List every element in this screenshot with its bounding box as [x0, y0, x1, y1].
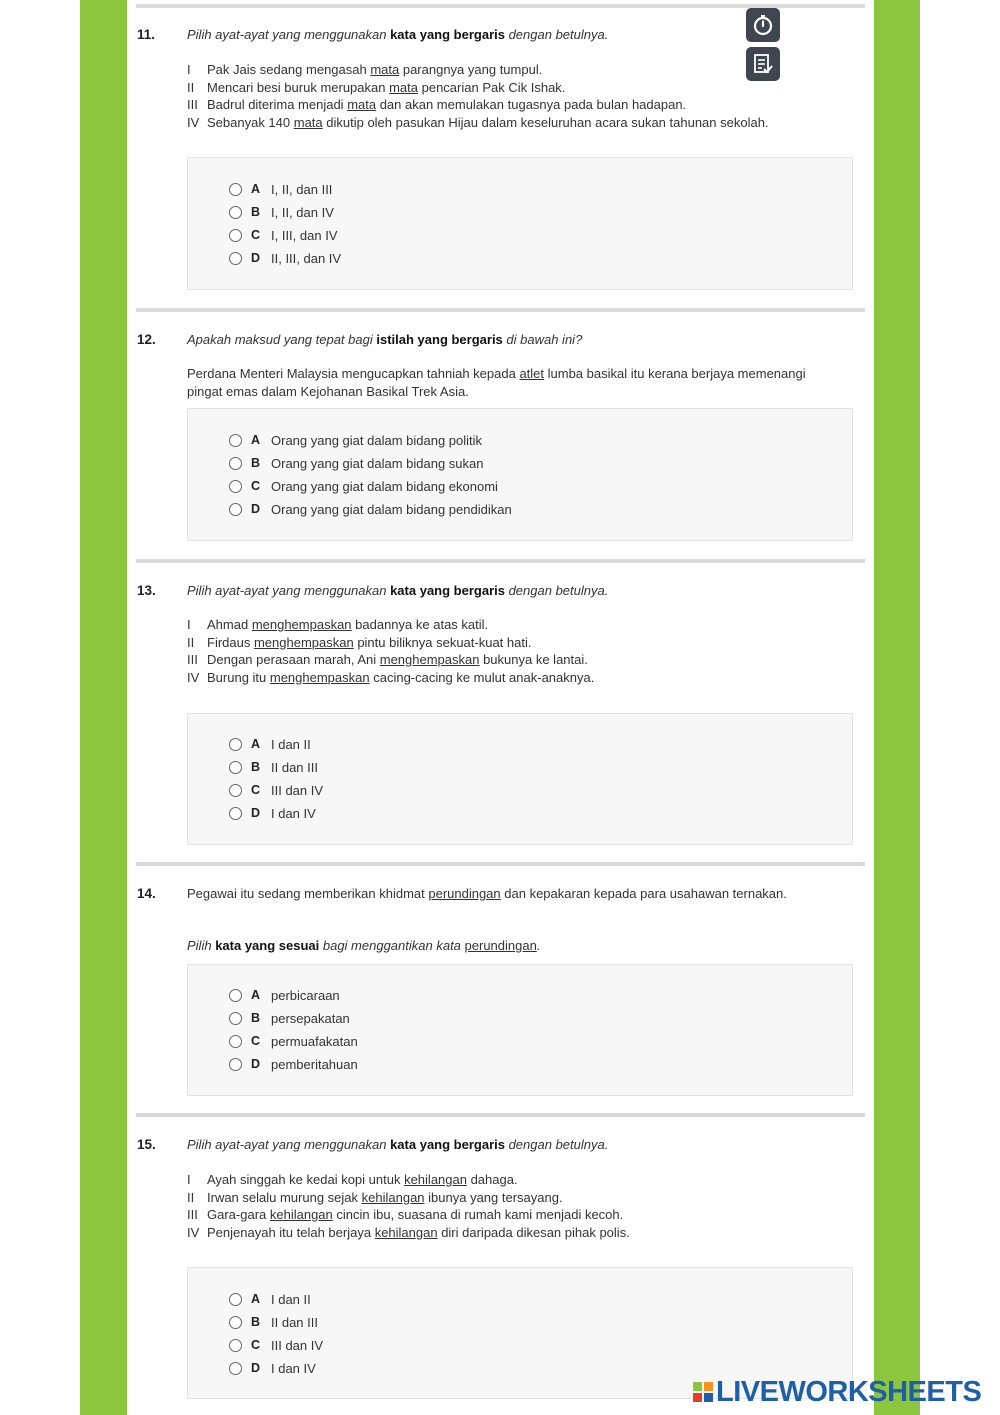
question-prompt: Pilih ayat-ayat yang menggunakan kata yang bergaris dengan betulnya. — [187, 583, 609, 598]
answer-option[interactable]: B persepakatan — [229, 1009, 350, 1027]
statement: III Dengan perasaan marah, Ani menghempaskan bukunya ke lantai. — [187, 652, 588, 667]
radio-button[interactable] — [229, 503, 242, 516]
logo-mark-icon — [692, 1381, 714, 1403]
answer-option[interactable]: B I, II, dan IV — [229, 203, 334, 221]
answer-option[interactable]: C III dan IV — [229, 781, 323, 799]
answer-option[interactable]: D II, III, dan IV — [229, 249, 341, 267]
divider — [136, 1113, 865, 1117]
answer-option[interactable]: D I dan IV — [229, 1359, 316, 1377]
timer-button[interactable] — [746, 8, 780, 42]
statement: III Badrul diterima menjadi mata dan akan memulakan tugasnya pada bulan hadapan. — [187, 97, 687, 112]
question-number: 11. — [137, 27, 156, 42]
radio-button[interactable] — [229, 1058, 242, 1071]
answer-option[interactable]: A I dan II — [229, 735, 311, 753]
radio-button[interactable] — [229, 807, 242, 820]
statement: IV Penjenayah itu telah berjaya kehilangan diri daripada dikesan pihak polis. — [187, 1224, 630, 1240]
answer-option[interactable]: A I dan II — [229, 1290, 311, 1308]
radio-button[interactable] — [229, 252, 242, 265]
radio-button[interactable] — [229, 434, 242, 447]
statement: IV Burung itu menghempaskan cacing-cacing ke mulut anak-anaknya. — [187, 669, 595, 685]
radio-button[interactable] — [229, 480, 242, 493]
options-box — [187, 713, 853, 845]
radio-button[interactable] — [229, 738, 242, 751]
radio-button[interactable] — [229, 989, 242, 1002]
radio-button[interactable] — [229, 183, 242, 196]
divider — [136, 862, 865, 866]
radio-button[interactable] — [229, 1362, 242, 1375]
question-number: 15. — [137, 1137, 156, 1152]
question-prompt: Pilih ayat-ayat yang menggunakan kata yang bergaris dengan betulnya. — [187, 1137, 609, 1152]
statement: IV Sebanyak 140 mata dikutip oleh pasukan Hijau dalam keseluruhan acara sukan tahunan sekolah. — [187, 114, 769, 130]
radio-button[interactable] — [229, 1339, 242, 1352]
question-prompt: Pilih kata yang sesuai bagi menggantikan kata perundingan. — [187, 938, 541, 953]
statement: II Mencari besi buruk merupakan mata pencarian Pak Cik Ishak. — [187, 79, 566, 95]
passage: Perdana Menteri Malaysia mengucapkan tahniah kepada atlet lumba basikal itu kerana berjaya memenangi pingat emas dalam Kejohanan Basikal Trek Asia. — [187, 366, 806, 399]
divider — [136, 559, 865, 563]
left-margin-band — [80, 0, 127, 1415]
answer-option[interactable]: C III dan IV — [229, 1336, 323, 1354]
answer-option[interactable]: B Orang yang giat dalam bidang sukan — [229, 454, 483, 472]
question-number: 12. — [137, 332, 156, 347]
question-prompt: Pilih ayat-ayat yang menggunakan kata yang bergaris dengan betulnya. — [187, 27, 609, 42]
liveworksheets-logo — [692, 1376, 981, 1408]
question-number: 13. — [137, 583, 156, 598]
options-box — [187, 964, 853, 1096]
answer-option[interactable]: D I dan IV — [229, 804, 316, 822]
statement: I Ayah singgah ke kedai kopi untuk kehilangan dahaga. — [187, 1172, 518, 1187]
radio-button[interactable] — [229, 761, 242, 774]
answer-option[interactable]: C Orang yang giat dalam bidang ekonomi — [229, 477, 498, 495]
radio-button[interactable] — [229, 457, 242, 470]
answer-option[interactable]: B II dan III — [229, 758, 318, 776]
answer-option[interactable]: C I, III, dan IV — [229, 226, 337, 244]
right-margin-band — [874, 0, 920, 1415]
radio-button[interactable] — [229, 1012, 242, 1025]
radio-button[interactable] — [229, 1316, 242, 1329]
statement-list — [187, 1171, 867, 1241]
answer-option[interactable]: D Orang yang giat dalam bidang pendidikan — [229, 500, 512, 518]
answer-option[interactable]: A perbicaraan — [229, 986, 340, 1004]
divider — [136, 308, 865, 312]
answer-option[interactable]: D pemberitahuan — [229, 1055, 358, 1073]
radio-button[interactable] — [229, 229, 242, 242]
statement: II Firdaus menghempaskan pintu biliknya sekuat-kuat hati. — [187, 634, 532, 650]
answer-option[interactable]: C permuafakatan — [229, 1032, 358, 1050]
answer-option[interactable]: A I, II, dan III — [229, 180, 332, 198]
radio-button[interactable] — [229, 1035, 242, 1048]
passage: Pegawai itu sedang memberikan khidmat perundingan dan kepakaran kepada para usahawan ternakan. — [187, 886, 787, 901]
options-box — [187, 157, 853, 290]
statement: I Ahmad menghempaskan badannya ke atas katil. — [187, 617, 489, 632]
statement-list — [187, 616, 867, 686]
statement: I Pak Jais sedang mengasah mata parangnya yang tumpul. — [187, 62, 543, 77]
statement: II Irwan selalu murung sejak kehilangan ibunya yang tersayang. — [187, 1189, 563, 1205]
timer-icon — [751, 13, 775, 37]
statement: III Gara-gara kehilangan cincin ibu, suasana di rumah kami menjadi kecoh. — [187, 1207, 624, 1222]
question-number: 14. — [137, 886, 156, 901]
answer-option[interactable]: B II dan III — [229, 1313, 318, 1331]
radio-button[interactable] — [229, 1293, 242, 1306]
options-box — [187, 408, 853, 541]
question-prompt: Apakah maksud yang tepat bagi istilah yang bergaris di bawah ini? — [187, 332, 583, 347]
answer-option[interactable]: A Orang yang giat dalam bidang politik — [229, 431, 482, 449]
statement-list — [187, 61, 867, 131]
radio-button[interactable] — [229, 206, 242, 219]
radio-button[interactable] — [229, 784, 242, 797]
brand-name: LIVEWORKSHEETS — [716, 1375, 982, 1408]
